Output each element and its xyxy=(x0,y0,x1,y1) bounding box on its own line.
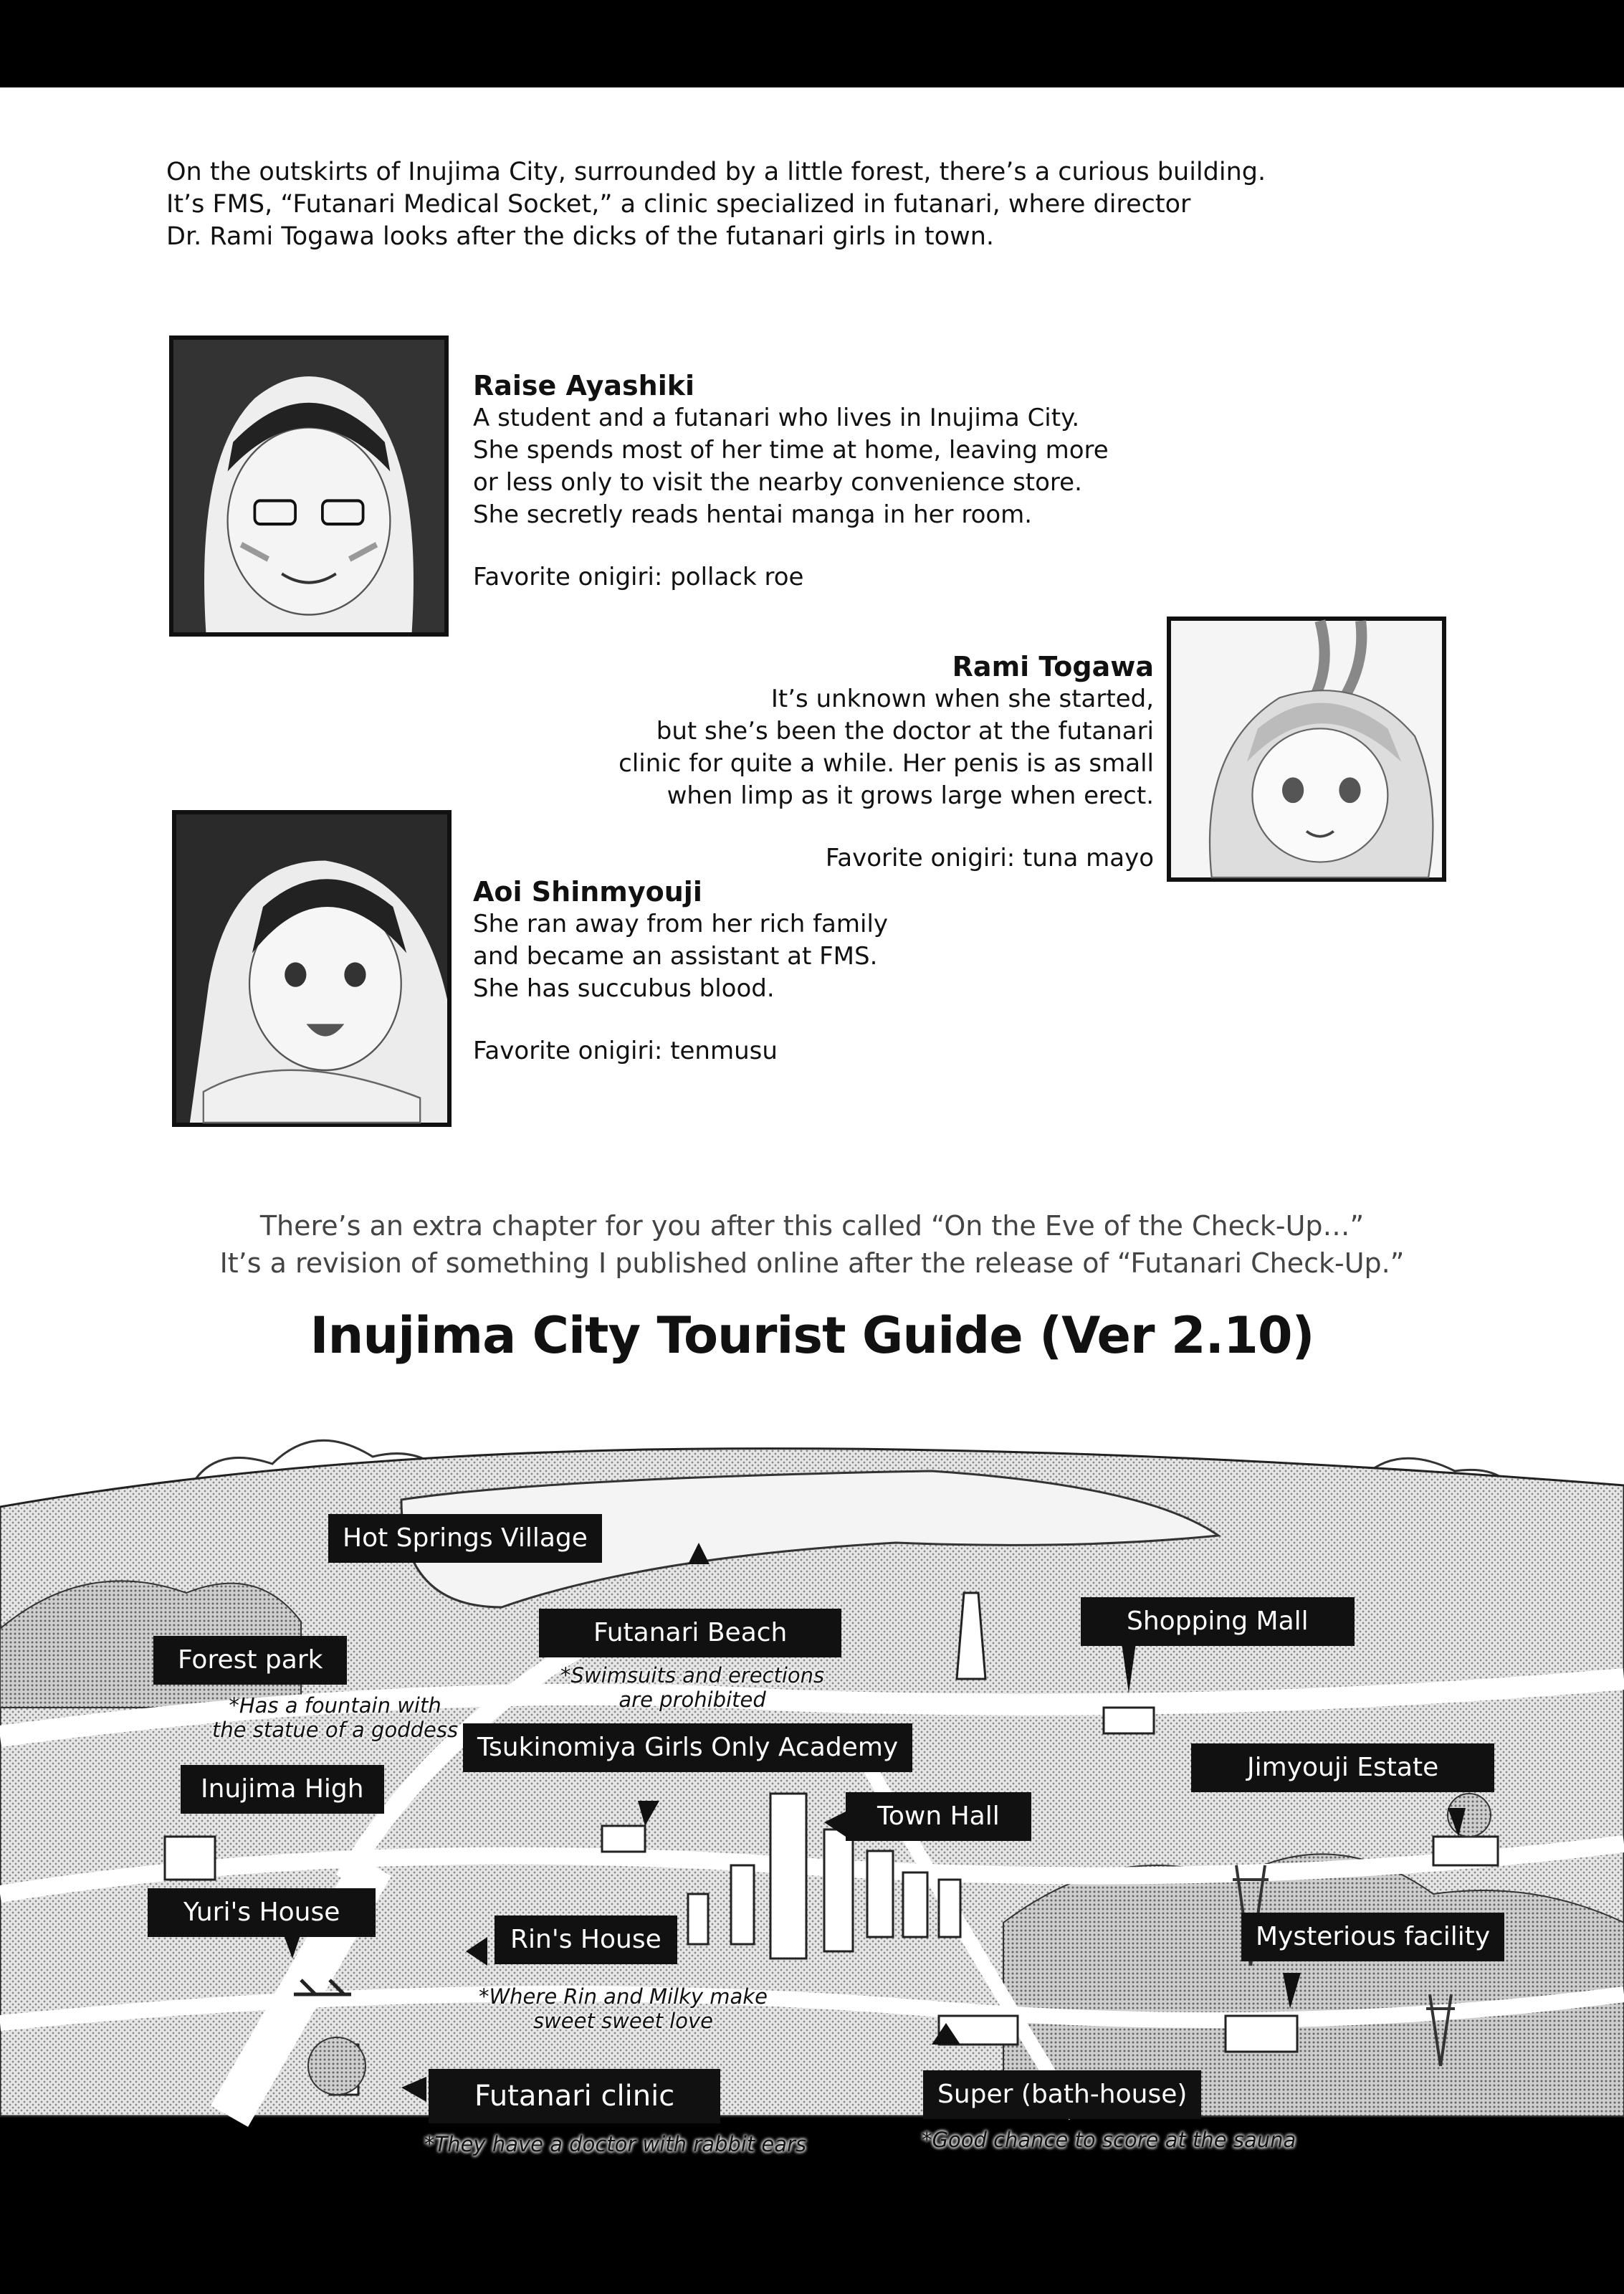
bio-aoi-shinmyouji xyxy=(473,876,888,1067)
map-label-jimyouji-estate: Jimyouji Estate xyxy=(1191,1743,1494,1792)
character-name: Raise Ayashiki xyxy=(473,370,695,401)
character-description: A student and a futanari who lives in Inujima City. She spends most of her time at home, leaving more or less only to visit the nearby convenience store. She secretly reads hentai manga in her room. xyxy=(473,404,1109,529)
map-label-tsukinomiya-academy: Tsukinomiya Girls Only Academy xyxy=(463,1723,912,1772)
character-favorite: Favorite onigiri: pollack roe xyxy=(473,563,804,591)
map-label-futanari-clinic: Futanari clinic xyxy=(429,2069,720,2123)
map-label-hot-springs-village: Hot Springs Village xyxy=(328,1514,602,1563)
map-label-rins-house: Rin's House xyxy=(495,1915,677,1964)
character-name: Rami Togawa xyxy=(952,651,1154,682)
map-label-yuris-house: Yuri's House xyxy=(148,1888,376,1937)
portrait-rami-togawa xyxy=(1167,617,1446,882)
character-favorite: Favorite onigiri: tuna mayo xyxy=(825,844,1154,872)
extra-chapter-note: There’s an extra chapter for you after this called “On the Eve of the Check-Up…” It’s a revision of something I published online after the release of “Futanari Check-Up.” xyxy=(219,1210,1405,1279)
page xyxy=(0,87,1624,2156)
character-description: It’s unknown when she started, but she’s been the doctor at the futanari clinic for quite a while. Her penis is as small when limp as it grows large when erect. xyxy=(618,685,1154,810)
map-label-forest-park: Forest park xyxy=(153,1636,347,1685)
portrait-aoi-shinmyouji xyxy=(172,810,452,1127)
map-label-shopping-mall: Shopping Mall xyxy=(1081,1597,1355,1646)
bio-raise-ayashiki xyxy=(473,370,1109,594)
map-note-super: *Good chance to score at the sauna xyxy=(922,2128,1296,2152)
map-note-futanari-clinic: *They have a doctor with rabbit ears xyxy=(424,2132,807,2156)
character-favorite: Favorite onigiri: tenmusu xyxy=(473,1037,778,1065)
portrait-raise-ayashiki xyxy=(169,335,449,637)
character-name: Aoi Shinmyouji xyxy=(473,876,702,908)
character-description: She ran away from her rich family and became an assistant at FMS. She has succubus blood. xyxy=(473,910,889,1003)
map-note-rins-house: *Where Rin and Milky make sweet sweet love xyxy=(479,1984,768,2033)
city-map xyxy=(0,1378,1624,2156)
intro-text: On the outskirts of Inujima City, surrounded by a little forest, there’s a curious building. It’s FMS, “Futanari Medical Socket,” a clinic specialized in futanari, where director Dr. Rami Togawa looks after the dicks of the futanari girls in town. xyxy=(166,158,1266,251)
map-label-super-bath-house: Super (bath-house) xyxy=(923,2070,1201,2119)
map-label-futanari-beach: Futanari Beach xyxy=(539,1609,841,1657)
guide-title: Inujima City Tourist Guide (Ver 2.10) xyxy=(310,1306,1314,1365)
map-label-inujima-high: Inujima High xyxy=(181,1765,384,1814)
bio-rami-togawa xyxy=(618,651,1154,875)
map-note-forest-park: *Has a fountain with the statue of a goddess xyxy=(212,1693,459,1742)
map-label-town-hall: Town Hall xyxy=(846,1792,1031,1841)
map-label-mysterious-facility: Mysterious facility xyxy=(1241,1913,1504,1961)
map-note-beach: *Swimsuits and erections are prohibited xyxy=(560,1663,825,1712)
